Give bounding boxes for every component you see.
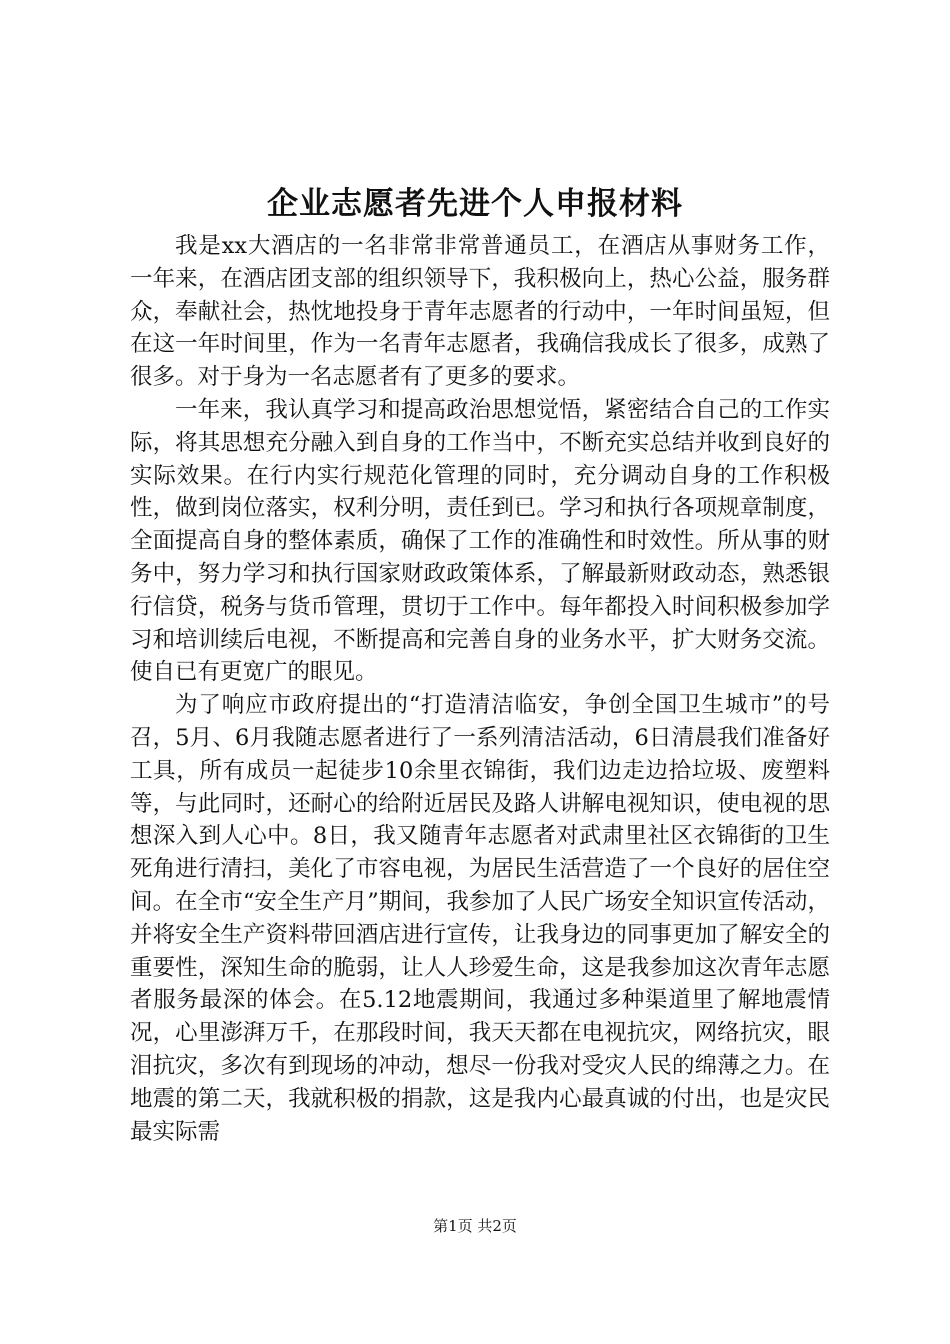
page-number-footer: 第1页 共2页 bbox=[433, 1217, 517, 1235]
paragraph: 为了响应市政府提出的“打造清洁临安，争创全国卫生城市”的号召，5月、6月我随志愿者进行了一系列清洁活动，6日清晨我们准备好工具，所有成员一起徒步10余里衣锦街，我们边走边拾垃圾、废塑料等，与此同时，还耐心的给附近居民及路人讲解电视知识，使电视的思想深入到人心中。8日，我又随青年志愿者对武肃里社区衣锦街的卫生死角进行清扫，美化了市容电视，为居民生活营造了一个良好的居住空间。在全市“安全生产月”期间，我参加了人民广场安全知识宣传活动，并将安全生产资料带回酒店进行宣传，让我身边的同事更加了解安全的重要性，深知生命的脆弱，让人人珍爱生命，这是我参加这次青年志愿者服务最深的体会。在5.12地震期间，我通过多种渠道里了解地震情况，心里澎湃万千，在那段时间，我天天都在电视抗灾，网络抗灾，眼泪抗灾，多次有到现场的冲动，想尽一份我对受灾人民的绵薄之力。在地震的第二天，我就积极的捐款，这是我内心最真诚的付出，也是灾民最实际需 bbox=[130, 692, 830, 1145]
paragraph: 一年来，我认真学习和提高政治思想觉悟，紧密结合自己的工作实际，将其思想充分融入到自身的工作当中，不断充实总结并收到良好的实际效果。在行内实行规范化管理的同时，充分调动自身的工作积极性，做到岗位落实，权利分明，责任到已。学习和执行各项规章制度，全面提高自身的整体素质，确保了工作的准确性和时效性。所从事的财务中，努力学习和执行国家财政政策体系，了解最新财政动态，熟悉银行信贷，税务与货币管理，贯切于工作中。每年都投入时间积极参加学习和培训续后电视，不断提高和完善自身的业务水平，扩大财务交流。使自已有更宽广的眼见。 bbox=[130, 396, 830, 686]
document-body bbox=[130, 230, 830, 1148]
document-title: 企业志愿者先进个人申报材料 bbox=[267, 186, 683, 222]
paragraph: 我是xx大酒店的一名非常非常普通员工，在酒店从事财务工作，一年来，在酒店团支部的组织领导下，我积极向上，热心公益，服务群众，奉献社会，热忱地投身于青年志愿者的行动中，一年时间虽短，但在这一年时间里，作为一名青年志愿者，我确信我成长了很多，成熟了很多。对于身为一名志愿者有了更多的要求。 bbox=[130, 233, 830, 391]
